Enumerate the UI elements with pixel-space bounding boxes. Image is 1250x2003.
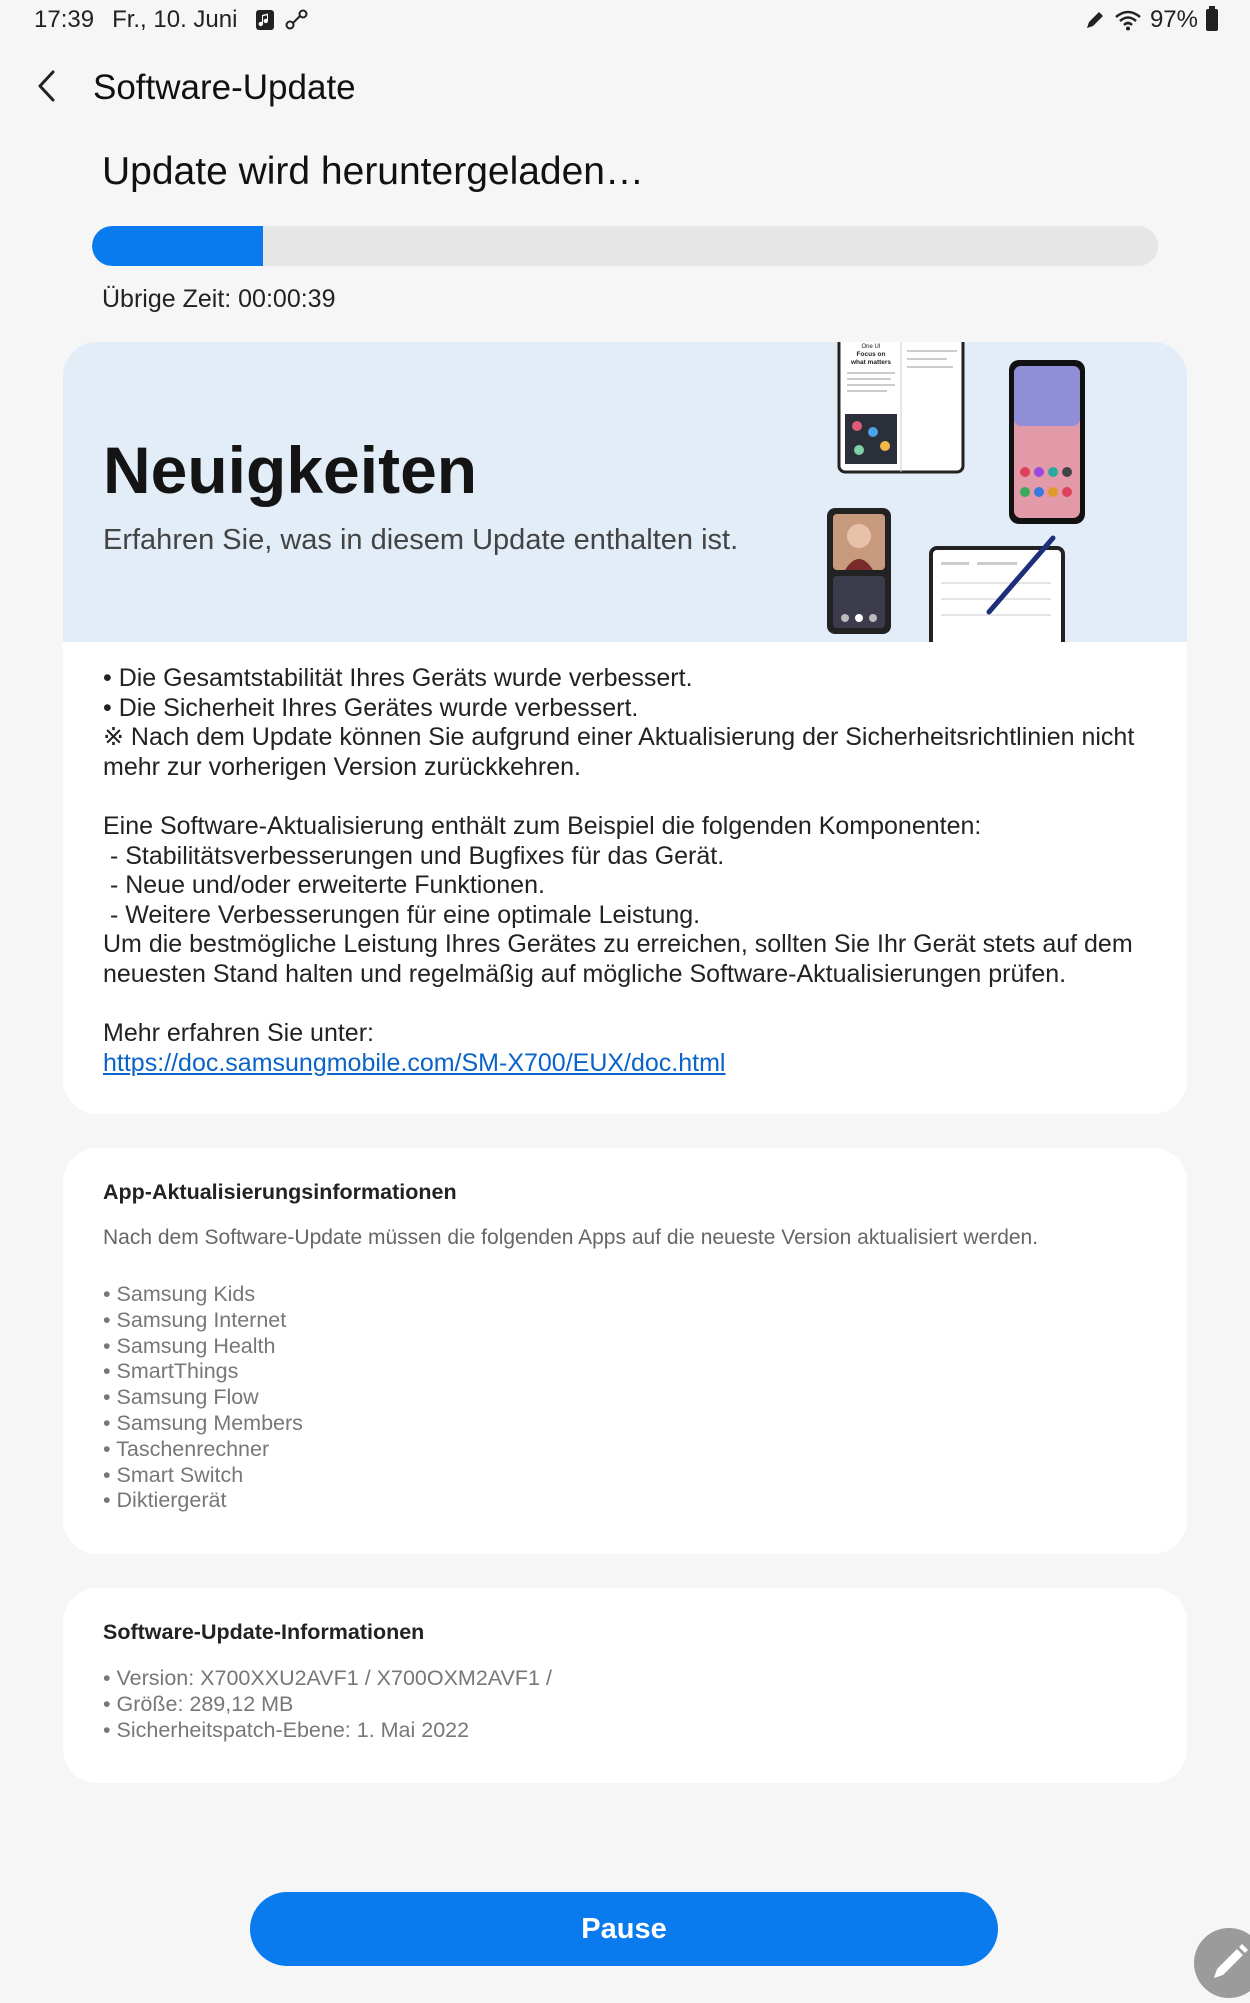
software-update-info-title: Software-Update-Informationen — [103, 1620, 425, 1644]
app-list — [103, 1282, 303, 1514]
pencil-icon — [1194, 1928, 1250, 1998]
status-time: 17:39 — [34, 6, 95, 33]
software-update-info-card — [63, 1588, 1187, 1783]
list-item: • Samsung Members — [103, 1411, 303, 1437]
list-item: • Samsung Health — [103, 1334, 303, 1360]
news-line: - Stabilitätsverbesserungen und Bugfixes für das Gerät. — [103, 841, 725, 870]
news-subtitle: Erfahren Sie, was in diesem Update enthalten ist. — [103, 524, 739, 556]
list-item: • Größe: 289,12 MB — [103, 1692, 552, 1718]
news-line: Eine Software-Aktualisierung enthält zum Beispiel die folgenden Komponenten: — [103, 812, 982, 840]
list-item: • Samsung Kids — [103, 1282, 303, 1308]
list-item: • Version: X700XXU2AVF1 / X700OXM2AVF1 / — [103, 1666, 552, 1692]
status-right — [1084, 6, 1218, 34]
app-update-info-title: App-Aktualisierungsinformationen — [103, 1180, 457, 1204]
back-arrow-icon[interactable] — [28, 66, 68, 106]
list-item: • Smart Switch — [103, 1463, 303, 1489]
status-left — [34, 6, 309, 34]
news-line: - Weitere Verbesserungen für eine optimale Leistung. — [103, 900, 701, 929]
download-progress-bar — [92, 226, 1158, 266]
app-bar — [0, 62, 1250, 112]
banner-text-2: what matters — [850, 359, 892, 366]
more-info-label: Mehr erfahren Sie unter: — [103, 1019, 374, 1047]
download-status-title: Update wird heruntergeladen… — [102, 150, 645, 193]
app-update-info-card — [63, 1148, 1187, 1554]
battery-percent: 97% — [1149, 6, 1198, 33]
pen-icon — [1084, 9, 1106, 31]
doc-link[interactable]: https://doc.samsungmobile.com/SM-X700/EUX/doc.html — [103, 1048, 726, 1077]
devices-illustration — [827, 342, 1157, 642]
news-title: Neuigkeiten — [103, 433, 478, 507]
notification-icons — [255, 9, 309, 31]
list-item: • Sicherheitspatch-Ebene: 1. Mai 2022 — [103, 1718, 552, 1744]
status-date: Fr., 10. Juni — [112, 6, 238, 33]
news-banner — [63, 342, 1187, 642]
wifi-icon — [1114, 9, 1142, 31]
news-line: • Die Gesamtstabilität Ihres Geräts wurde verbessert. — [103, 664, 693, 692]
list-item: • SmartThings — [103, 1359, 303, 1385]
news-line: • Die Sicherheit Ihres Gerätes wurde verbessert. — [103, 693, 639, 722]
news-card — [63, 342, 1187, 1114]
news-line: ※ Nach dem Update können Sie aufgrund einer Aktualisierung der Sicherheitsrichtlinien nicht mehr zur vorherigen Version zurückkehren. — [103, 723, 1135, 781]
music-note-icon — [255, 9, 275, 31]
news-body — [103, 664, 1147, 1078]
remaining-time: Übrige Zeit: 00:00:39 — [102, 285, 336, 313]
battery-icon — [1206, 9, 1218, 31]
page-title: Software-Update — [93, 68, 356, 107]
pause-button[interactable]: Pause — [250, 1892, 998, 1966]
banner-text-0: One UI — [861, 344, 881, 350]
list-item: • Diktiergerät — [103, 1488, 303, 1514]
floating-edit-button[interactable] — [1194, 1928, 1250, 1998]
software-info-list — [103, 1666, 552, 1743]
list-item: • Samsung Internet — [103, 1308, 303, 1334]
link-share-icon — [285, 9, 309, 31]
banner-text-1: Focus on — [856, 351, 886, 358]
status-bar — [0, 0, 1250, 42]
download-progress-fill — [92, 226, 263, 266]
list-item: • Taschenrechner — [103, 1437, 303, 1463]
app-update-info-desc: Nach dem Software-Update müssen die folgenden Apps auf die neueste Version aktualisiert werden. — [103, 1226, 1039, 1249]
news-line: Um die bestmögliche Leistung Ihres Gerätes zu erreichen, sollten Sie Ihr Gerät stets auf dem neuesten Stand halten und regelmäßig auf mögliche Software-Aktualisierungen prüfen. — [103, 930, 1133, 988]
list-item: • Samsung Flow — [103, 1385, 303, 1411]
news-line: - Neue und/oder erweiterte Funktionen. — [103, 871, 545, 899]
